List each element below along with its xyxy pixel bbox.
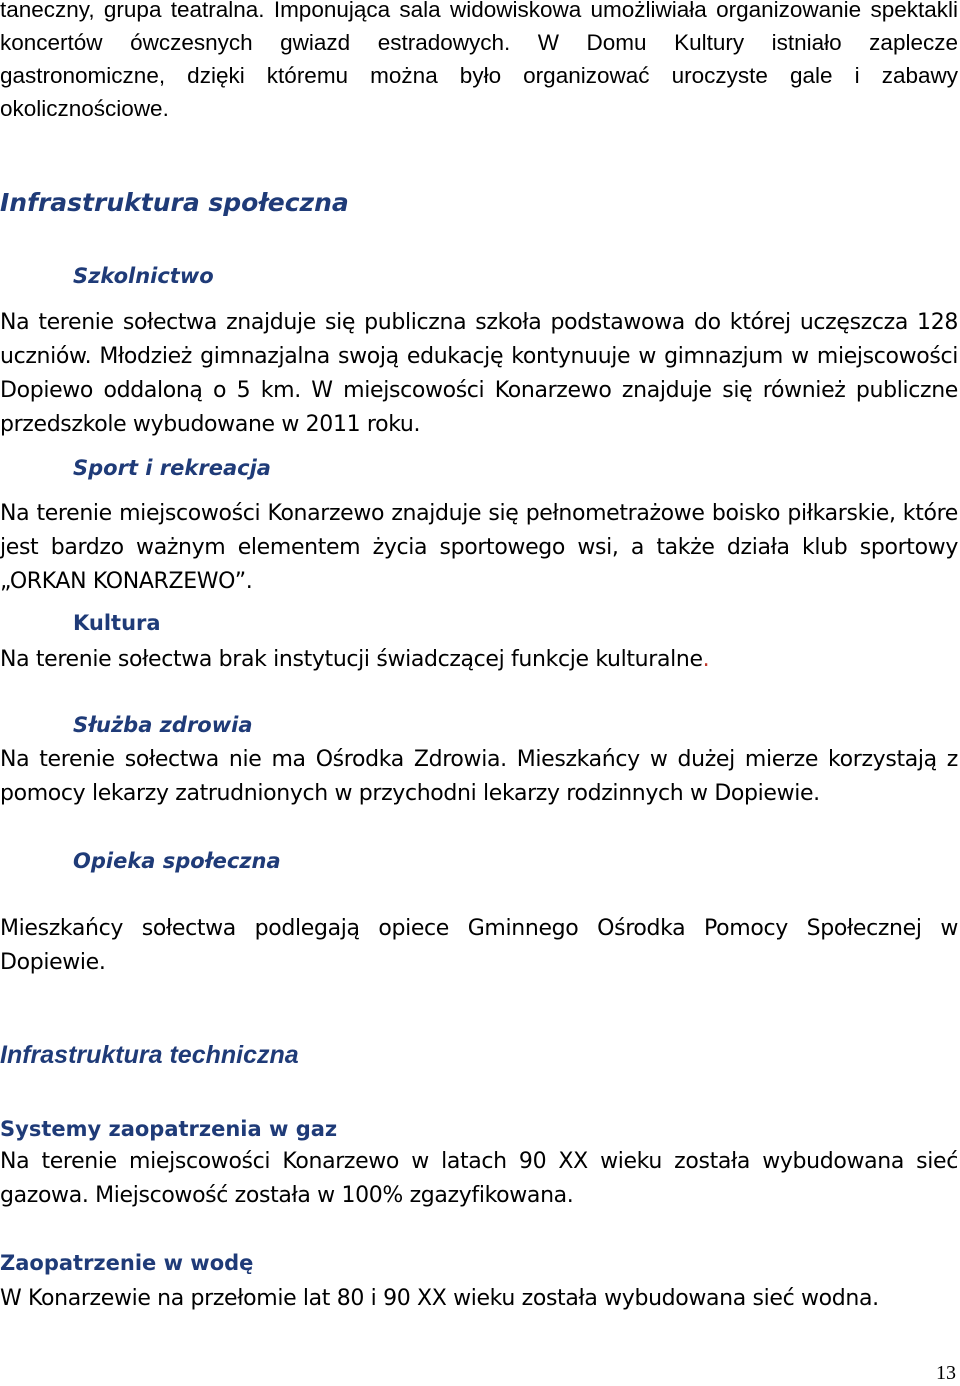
heading-sport: Sport i rekreacja: [73, 456, 271, 480]
intro-paragraph: taneczny, grupa teatralna. Imponująca sala widowiskowa umożliwiała organizowanie spektakli koncertów ówczesnych gwiazd estradowych. W Domu Kultury istniało zaplecze gastronomiczne, dzięki któremu można było organizować uroczyste gale i zabawy okolicznościowe.: [0, 0, 958, 121]
heading-schools: Szkolnictwo: [73, 264, 214, 288]
culture-text: Na terenie sołectwa brak instytucji świadczącej funkcje kulturalne: [0, 647, 703, 672]
heading-gas-supply: Systemy zaopatrzenia w gaz: [0, 1117, 338, 1141]
culture-red-dot: .: [702, 647, 710, 672]
page-number: 13: [936, 1362, 956, 1384]
culture-paragraph: [0, 643, 958, 677]
water-paragraph: W Konarzewie na przełomie lat 80 i 90 XX wieku została wybudowana sieć wodna.: [0, 1286, 879, 1311]
heading-water-supply: Zaopatrzenie w wodę: [0, 1251, 254, 1275]
heading-health: Służba zdrowia: [73, 713, 253, 737]
section-title-social-infrastructure: Infrastruktura społeczna: [0, 188, 349, 217]
sport-paragraph: Na terenie miejscowości Konarzewo znajduje się pełnometrażowe boisko piłkarskie, które jest bardzo ważnym elementem życia sportowego wsi, a także działa klub sportowy „ORKAN KONARZEWO”.: [0, 501, 958, 594]
schools-paragraph: Na terenie sołectwa znajduje się publiczna szkoła podstawowa do której uczęszcza 128 uczniów. Młodzież gimnazjalna swoją edukację kontynuuje w gimnazjum w miejscowości Dopiewo oddaloną o 5 km. W miejscowości Konarzewo znajduje się również publiczne przedszkole wybudowane w 2011 roku.: [0, 310, 958, 437]
section-title-technical-infrastructure: Infrastruktura techniczna: [0, 1041, 299, 1069]
gas-paragraph: Na terenie miejscowości Konarzewo w latach 90 XX wieku została wybudowana sieć gazowa. Miejscowość została w 100% zgazyfikowana.: [0, 1149, 958, 1208]
heading-welfare: Opieka społeczna: [73, 849, 281, 873]
welfare-paragraph: Mieszkańcy sołectwa podlegają opiece Gminnego Ośrodka Pomocy Społecznej w Dopiewie.: [0, 916, 958, 975]
heading-culture: Kultura: [73, 611, 161, 635]
health-paragraph: Na terenie sołectwa nie ma Ośrodka Zdrowia. Mieszkańcy w dużej mierze korzystają z pomocy lekarzy zatrudnionych w przychodni lekarzy rodzinnych w Dopiewie.: [0, 747, 958, 806]
